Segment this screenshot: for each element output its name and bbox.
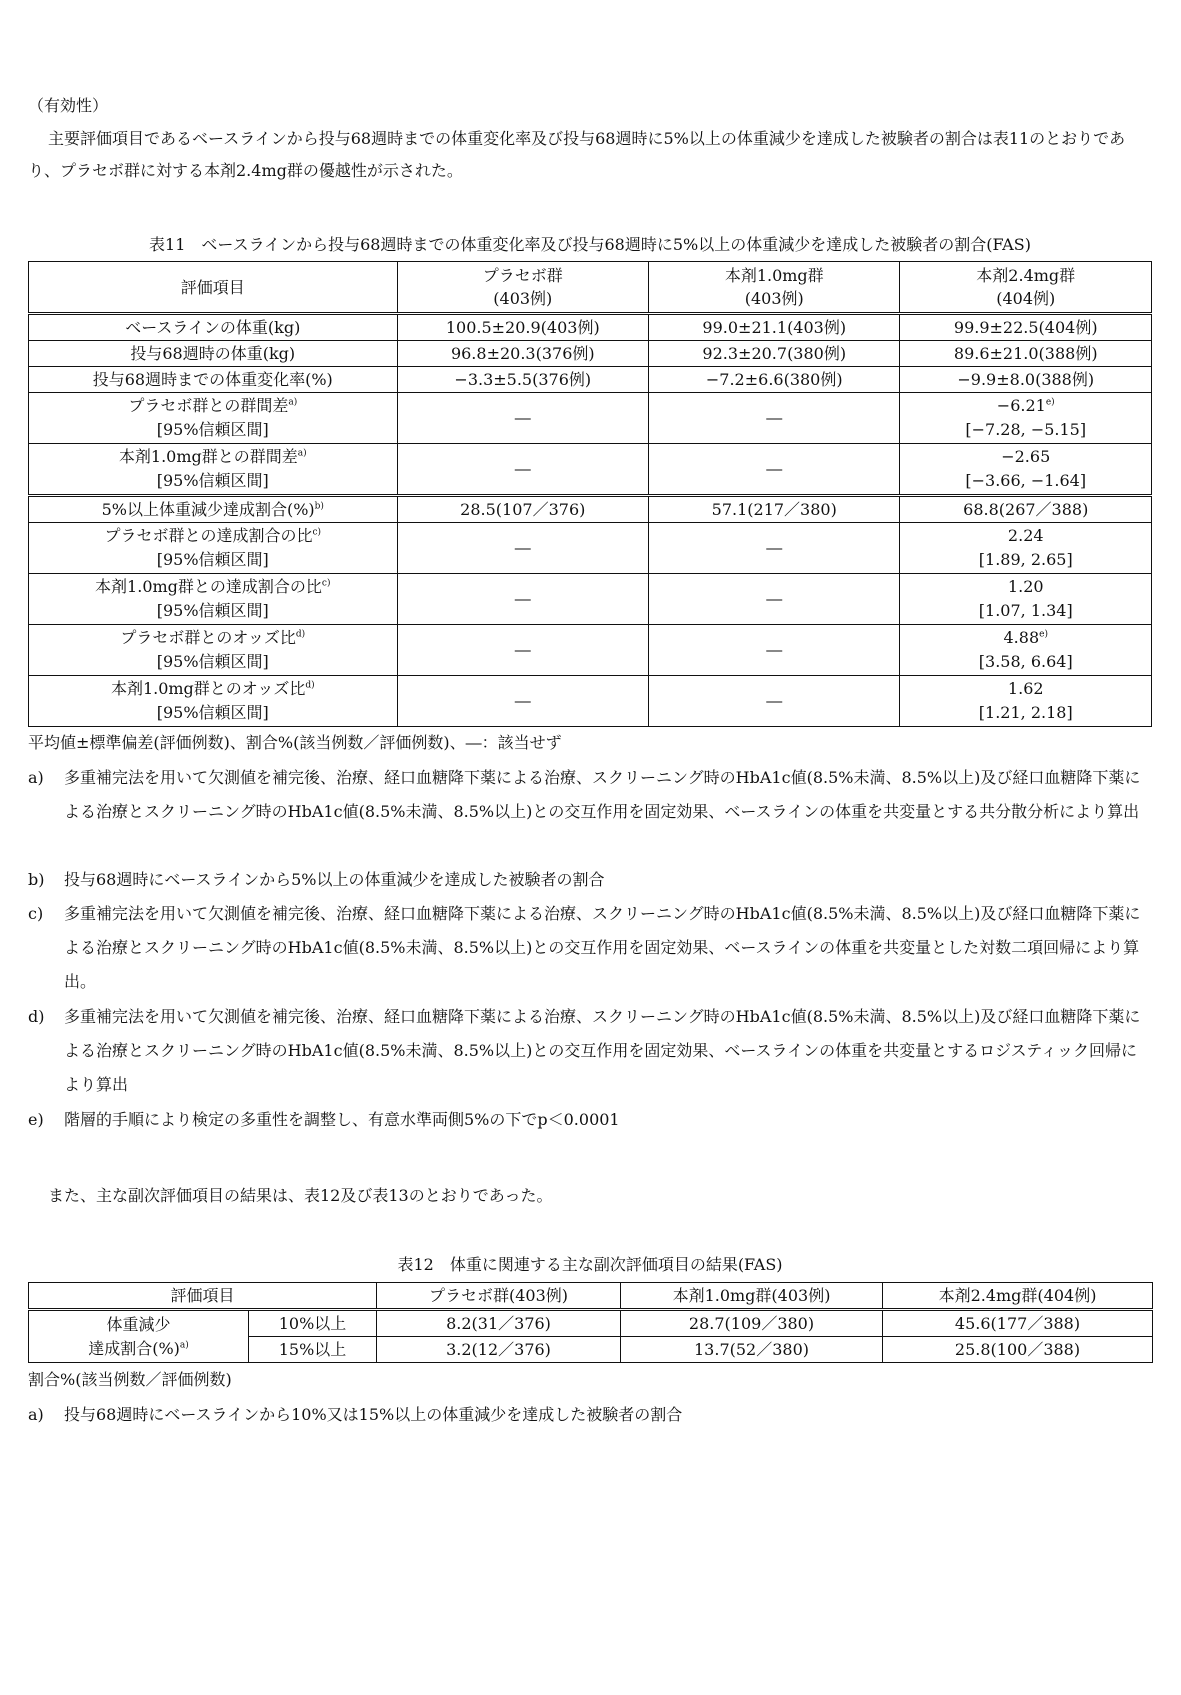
table-row: [29, 625, 1152, 676]
cell-dose-2-4: 1.20 [1.07, 1.34]: [900, 574, 1152, 625]
table-row: [29, 367, 1152, 393]
table12-footnote-a: a) 投与68週時にベースラインから10%又は15%以上の体重減少を達成した被験者の割合: [28, 1405, 683, 1424]
cell-placebo: 28.5(107／376): [397, 496, 648, 523]
row-item: 本剤1.0mg群とのオッズ比$^{d)}$ [95%信頼区間]: [29, 676, 398, 727]
row-threshold: 15%以上: [249, 1337, 377, 1363]
section-heading: （有効性）: [28, 96, 109, 115]
header-dose-2-4: 本剤2.4mg群 (404例): [900, 262, 1152, 314]
cell-placebo: ―: [397, 523, 648, 574]
cell-dose-1-0: 57.1(217／380): [649, 496, 900, 523]
table11-caption: 表11 ベースラインから投与68週時までの体重変化率及び投与68週時に5%以上の体重減少を達成した被験者の割合(FAS): [149, 235, 1031, 254]
cell-dose-2-4: −2.65 [−3.66, −1.64]: [900, 444, 1152, 496]
header-placebo: プラセボ群(403例): [377, 1283, 621, 1310]
cell-dose-1-0: ―: [649, 393, 900, 444]
table-row: [29, 341, 1152, 367]
row-threshold: 10%以上: [249, 1310, 377, 1337]
header-item: 評価項目: [29, 262, 398, 314]
table-row: [29, 314, 1152, 341]
cell-dose-2-4: −9.9±8.0(388例): [900, 367, 1152, 393]
cell-dose-1-0: ―: [649, 523, 900, 574]
footnote-e: e) 階層的手順により検定の多重性を調整し、有意水準両側5%の下でp＜0.0001: [28, 1110, 620, 1129]
cell-placebo: ―: [397, 393, 648, 444]
table-row: [29, 1310, 1153, 1337]
row-item: プラセボ群との群間差$^{a)}$ [95%信頼区間]: [29, 393, 398, 444]
footnote-c: c) 多重補完法を用いて欠測値を補完後、治療、経口血糖降下薬による治療、スクリーニング時のHbA1c値(8.5%未満、8.5%以上)及び経口血糖降下薬による治療とスクリーニング時のHbA1c値(8.5%未満、8.5%以上)との交互作用を固定効果、ベースラインの体重を共変量とした対数二項回帰により算出。: [28, 904, 1141, 991]
table-row: [29, 523, 1152, 574]
footnote-a: a) 多重補完法を用いて欠測値を補完後、治療、経口血糖降下薬による治療、スクリーニング時のHbA1c値(8.5%未満、8.5%以上)及び経口血糖降下薬による治療とスクリーニング時のHbA1c値(8.5%未満、8.5%以上)との交互作用を固定効果、ベースラインの体重を共変量とする共分散分析により算出: [28, 768, 1141, 821]
cell-placebo: 100.5±20.9(403例): [397, 314, 648, 341]
cell-dose-1-0: −7.2±6.6(380例): [649, 367, 900, 393]
table-row: [29, 574, 1152, 625]
table11-abbreviations: 平均値±標準偏差(評価例数)、割合%(該当例数／評価例数)、―：該当せず: [28, 733, 562, 752]
footnote-b: b) 投与68週時にベースラインから5%以上の体重減少を達成した被験者の割合: [28, 870, 605, 889]
header-dose-1-0: 本剤1.0mg群 (403例): [649, 262, 900, 314]
efficacy-paragraph: 主要評価項目であるベースラインから投与68週時までの体重変化率及び投与68週時に5%以上の体重減少を達成した被験者の割合は表11のとおりであり、プラセボ群に対する本剤2.4mg群の優越性が示された。: [28, 129, 1126, 180]
cell-placebo: ―: [397, 574, 648, 625]
row-item: 本剤1.0mg群との群間差$^{a)}$ [95%信頼区間]: [29, 444, 398, 496]
table11-header-row: [29, 262, 1152, 314]
table-row: [29, 496, 1152, 523]
cell-placebo: ―: [397, 676, 648, 727]
header-item: 評価項目: [29, 1283, 377, 1310]
cell-placebo: ―: [397, 444, 648, 496]
row-group-label: 体重減少 達成割合(%)$^{a)}$: [29, 1310, 249, 1363]
cell-dose-1-0: 92.3±20.7(380例): [649, 341, 900, 367]
cell-dose-2-4: 2.24 [1.89, 2.65]: [900, 523, 1152, 574]
table11: [28, 261, 1152, 727]
table-row: [29, 393, 1152, 444]
cell-placebo: 8.2(31／376): [377, 1310, 621, 1337]
row-item: プラセボ群とのオッズ比$^{d)}$ [95%信頼区間]: [29, 625, 398, 676]
header-dose-1-0: 本剤1.0mg群(403例): [621, 1283, 883, 1310]
cell-dose-2-4: 45.6(177／388): [883, 1310, 1153, 1337]
header-placebo: プラセボ群 (403例): [397, 262, 648, 314]
cell-dose-2-4: $-6.21^{e)}$ [−7.28, −5.15]: [900, 393, 1152, 444]
cell-dose-2-4: 1.62 [1.21, 2.18]: [900, 676, 1152, 727]
cell-placebo: 96.8±20.3(376例): [397, 341, 648, 367]
cell-dose-2-4: 25.8(100／388): [883, 1337, 1153, 1363]
row-item: ベースラインの体重(kg): [29, 314, 398, 341]
cell-placebo: ―: [397, 625, 648, 676]
header-dose-2-4: 本剤2.4mg群(404例): [883, 1283, 1153, 1310]
table12: [28, 1282, 1153, 1363]
table12-header-row: [29, 1283, 1153, 1310]
row-item: プラセボ群との達成割合の比$^{c)}$ [95%信頼区間]: [29, 523, 398, 574]
table12-abbreviations: 割合%(該当例数／評価例数): [28, 1370, 232, 1389]
cell-dose-1-0: 99.0±21.1(403例): [649, 314, 900, 341]
cell-dose-2-4: 4.88$^{e)}$ [3.58, 6.64]: [900, 625, 1152, 676]
cell-dose-2-4: 89.6±21.0(388例): [900, 341, 1152, 367]
row-item: 本剤1.0mg群との達成割合の比$^{c)}$ [95%信頼区間]: [29, 574, 398, 625]
cell-dose-1-0: ―: [649, 676, 900, 727]
cell-dose-1-0: 28.7(109／380): [621, 1310, 883, 1337]
secondary-endpoints-paragraph: また、主な副次評価項目の結果は、表12及び表13のとおりであった。: [48, 1186, 553, 1205]
cell-dose-1-0: ―: [649, 444, 900, 496]
cell-dose-2-4: 68.8(267／388): [900, 496, 1152, 523]
cell-dose-1-0: ―: [649, 625, 900, 676]
row-item: 5%以上体重減少達成割合(%)$^{b)}$: [29, 496, 398, 523]
cell-placebo: 3.2(12／376): [377, 1337, 621, 1363]
cell-dose-1-0: ―: [649, 574, 900, 625]
footnote-d: d) 多重補完法を用いて欠測値を補完後、治療、経口血糖降下薬による治療、スクリーニング時のHbA1c値(8.5%未満、8.5%以上)及び経口血糖降下薬による治療とスクリーニング時のHbA1c値(8.5%未満、8.5%以上)との交互作用を固定効果、ベースラインの体重を共変量とするロジスティック回帰により算出: [28, 1007, 1141, 1094]
cell-dose-1-0: 13.7(52／380): [621, 1337, 883, 1363]
table12-caption: 表12 体重に関連する主な副次評価項目の結果(FAS): [397, 1255, 783, 1274]
row-item: 投与68週時までの体重変化率(%): [29, 367, 398, 393]
row-item: 投与68週時の体重(kg): [29, 341, 398, 367]
cell-dose-2-4: 99.9±22.5(404例): [900, 314, 1152, 341]
cell-placebo: −3.3±5.5(376例): [397, 367, 648, 393]
table-row: [29, 444, 1152, 496]
table-row: [29, 676, 1152, 727]
